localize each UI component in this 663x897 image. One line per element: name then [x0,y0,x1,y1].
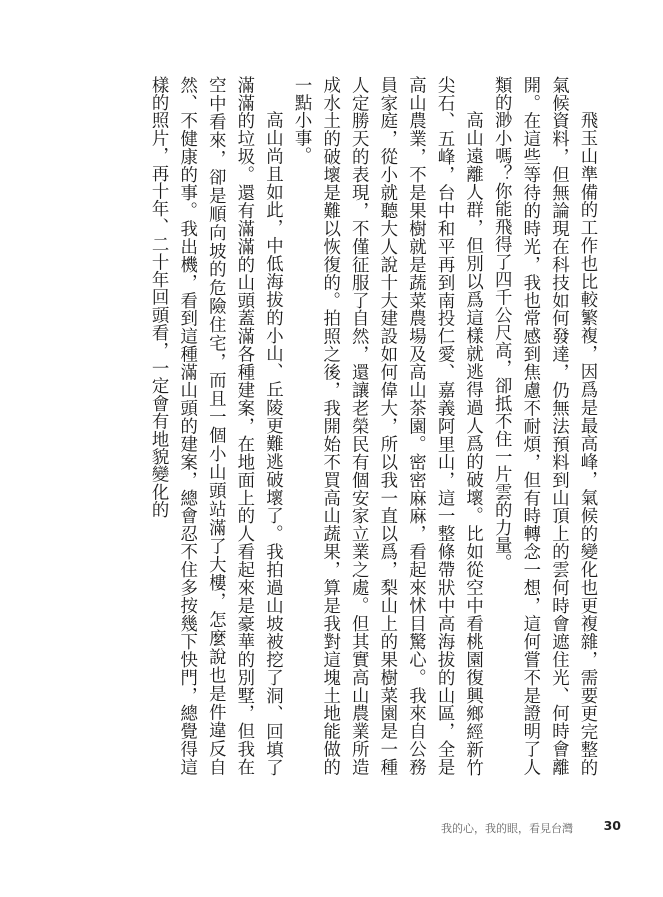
page-number: 30 [603,818,621,833]
paragraph-2: 高山遠離人群，但別以爲這樣就逃得過人爲的破壞。比如從空中看桃園復興鄉經新竹尖石、五峰，台中和平再到南投仁愛、嘉義阿里山，這一整條帶狀中高海拔的山區，全是高山農業，不是果樹就是蔬菜農場及高山茶園。密密麻麻，看起來怵目驚心。我來自公務員家庭，從小就聽大人說十大建設如何偉大，所以我一直以爲，梨山上的果樹菜園是一種人定勝天的表現，不僅征服了自然，還讓老榮民有個安家立業之處。但其實高山農業所造成水土的破壞是難以恢復的。拍照之後，我開始不買高山蔬果，算是我對這塊土地能做的一點小事。 [291,76,483,776]
body-text [41,76,601,776]
running-title: 我的心，我的眼，看見台灣 [441,822,573,835]
paragraph-3: 高山尚且如此，中低海拔的小山、丘陵更難逃破壞了。我拍過山坡被挖了洞、回填了滿滿的垃圾。還有滿滿的山頭蓋滿各種建案，在地面上的人看起來是豪華的別墅，但我在空中看來，卻是順向坡的危險住宅，而且一個小山頭站滿了大樓，怎麼說也是件違反自然、不健康的事。我出機，看到這種滿山頭的建案，總會忍不住多按幾下快門，總覺得這樣的照片，再十年、二十年回頭看，一定會有地貌變化的 [148,76,283,776]
page-footer [0,818,663,842]
paragraph-1: 飛玉山準備的工作也比較繁複，因爲是最高峰，氣候的變化也更複雜，需要更完整的氣候資料，但無論現在科技如何發達，仍無法預料到山頂上的雲何時會遮住光、何時會離開。在這些等待的時光，我也常感到焦慮不耐煩，但有時轉念一想，這何嘗不是證明了人類的渺小嗎？你能飛得了四千公尺高，卻抵不住一片雲的力量。 [491,76,597,776]
